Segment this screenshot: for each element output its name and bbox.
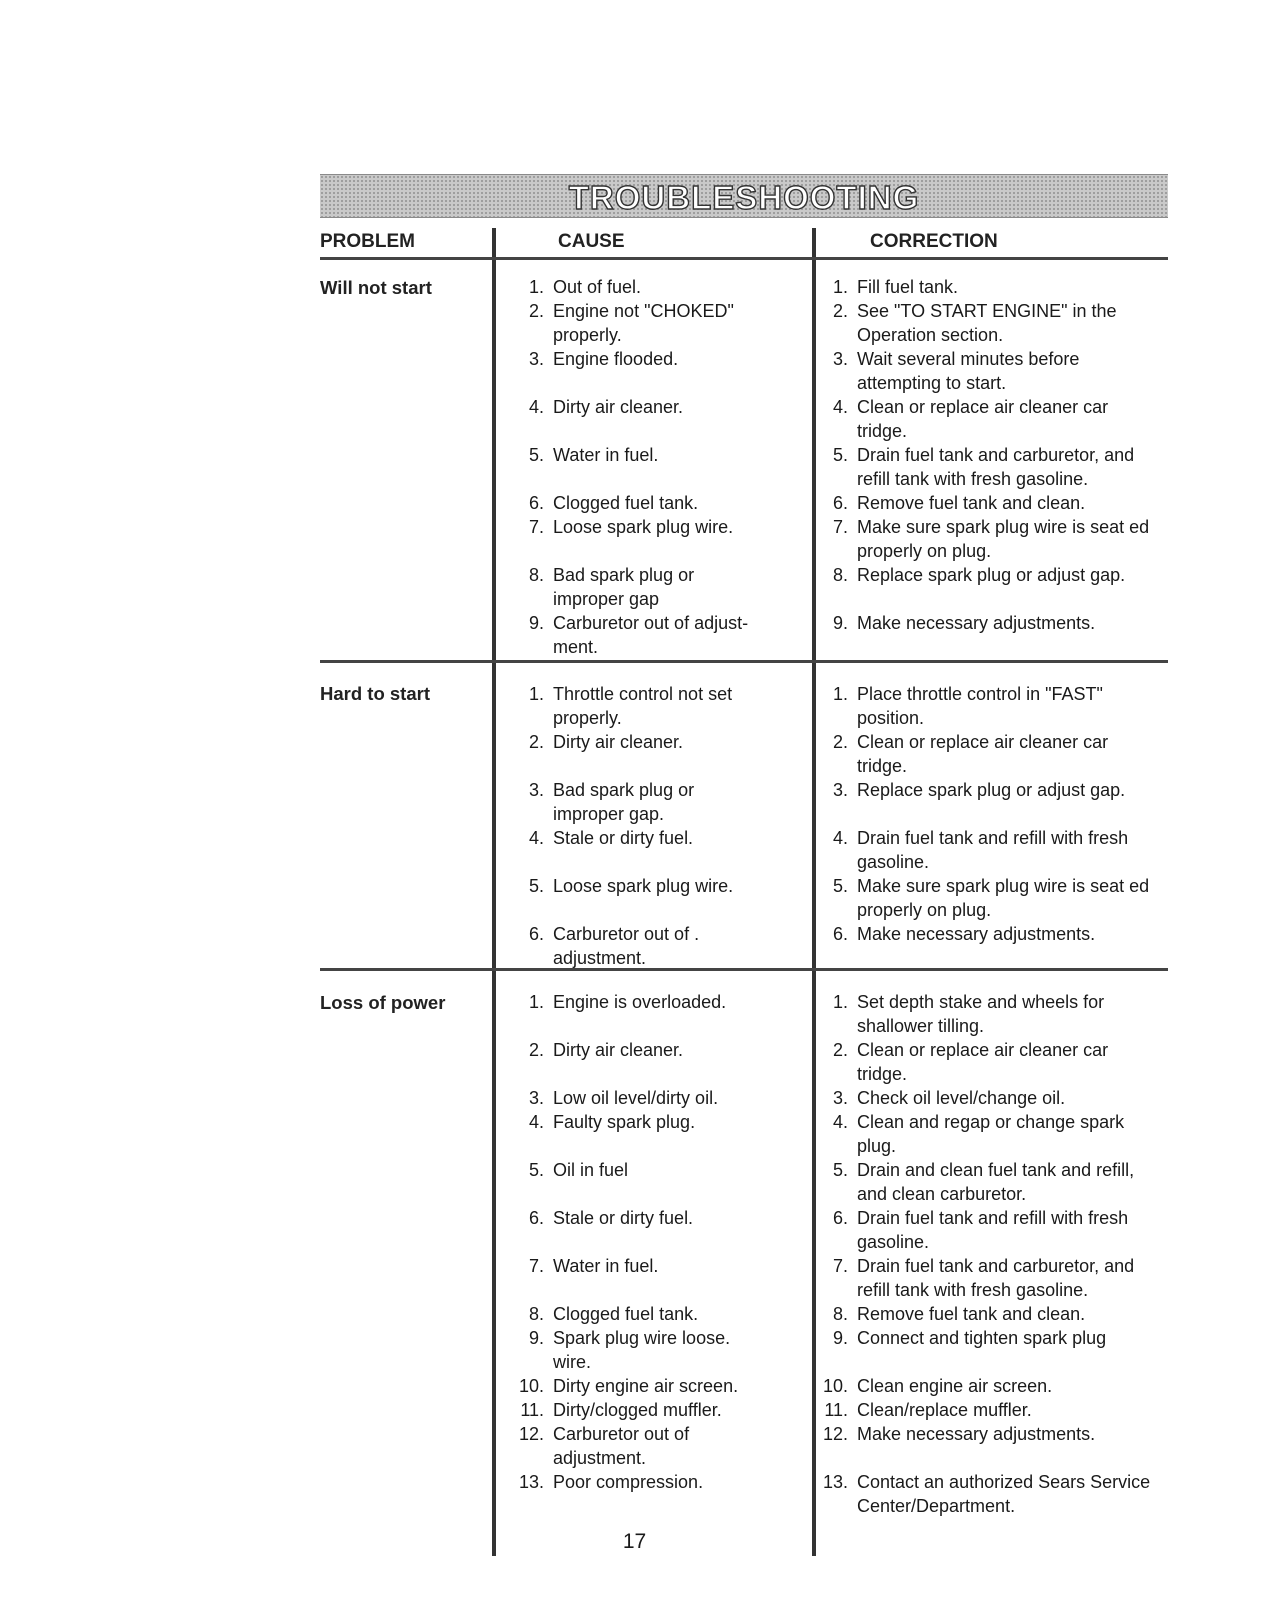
item-number: 9. xyxy=(528,613,544,633)
list-item xyxy=(518,730,768,754)
item-text: Clogged fuel tank. xyxy=(553,1304,699,1324)
item-text: Contact an authorized Sears Service Center/Department. xyxy=(857,1472,1151,1516)
item-number: 4. xyxy=(528,828,544,848)
list-item xyxy=(822,1422,1152,1446)
item-number: 2. xyxy=(528,301,544,321)
list-item xyxy=(518,299,768,347)
item-number: 2. xyxy=(528,1040,544,1060)
list-item xyxy=(822,395,1152,443)
item-text: Drain fuel tank and refill with fresh gasoline. xyxy=(857,828,1129,872)
item-text: Drain fuel tank and refill with fresh gasoline. xyxy=(857,1208,1129,1252)
list-item xyxy=(822,275,1152,299)
item-text: Clogged fuel tank. xyxy=(553,493,699,513)
item-text: Dirty/clogged muffler. xyxy=(553,1400,722,1420)
item-number: 8. xyxy=(832,565,848,585)
item-text: Dirty air cleaner. xyxy=(553,732,684,752)
item-number: 2. xyxy=(832,732,848,752)
list-item xyxy=(822,443,1152,491)
list-item xyxy=(822,515,1152,563)
list-item xyxy=(518,1038,768,1062)
item-text: Throttle control not set properly. xyxy=(553,684,733,728)
item-number: 8. xyxy=(832,1304,848,1324)
item-text: Clean engine air screen. xyxy=(857,1376,1053,1396)
list-item xyxy=(518,1110,768,1134)
item-number: 3. xyxy=(528,349,544,369)
item-number: 3. xyxy=(832,780,848,800)
list-item xyxy=(822,1470,1152,1518)
item-text: Dirty air cleaner. xyxy=(553,1040,684,1060)
item-number: 5. xyxy=(528,1160,544,1180)
list-item xyxy=(518,874,768,898)
list-item xyxy=(518,491,768,515)
item-number: 3. xyxy=(528,780,544,800)
item-number: 7. xyxy=(832,517,848,537)
item-number: 2. xyxy=(832,301,848,321)
item-number: 6. xyxy=(528,493,544,513)
list-item xyxy=(518,682,768,730)
item-number: 5. xyxy=(832,876,848,896)
header-rule xyxy=(320,257,1168,260)
page-number: 17 xyxy=(622,1530,647,1553)
list-item xyxy=(822,922,1152,946)
item-text: Set depth stake and wheels for shallower tilling. xyxy=(857,992,1105,1036)
list-item xyxy=(518,1374,768,1398)
list-item xyxy=(822,1038,1152,1086)
item-text: Carburetor out of adjustment. xyxy=(553,1424,690,1468)
item-text: Clean or replace air cleaner car tridge. xyxy=(857,732,1109,776)
item-number: 3. xyxy=(528,1088,544,1108)
list-item xyxy=(518,990,768,1014)
list-item xyxy=(822,1086,1152,1110)
list-item xyxy=(822,611,1152,635)
item-number: 10. xyxy=(822,1376,848,1396)
item-text: Drain fuel tank and carburetor, and refill tank with fresh gasoline. xyxy=(857,445,1135,489)
list-item xyxy=(518,347,768,371)
list-item xyxy=(822,778,1152,802)
item-number: 1. xyxy=(832,992,848,1012)
item-number: 3. xyxy=(832,1088,848,1108)
item-number: 1. xyxy=(528,277,544,297)
problem-label: Loss of power xyxy=(320,992,446,1013)
item-number: 4. xyxy=(528,397,544,417)
list-item xyxy=(518,515,768,539)
item-text: Make sure spark plug wire is seat ed properly on plug. xyxy=(857,517,1150,561)
page-title: TROUBLESHOOTING xyxy=(568,179,920,216)
problem-header: PROBLEM xyxy=(320,231,415,252)
item-text: Carburetor out of . adjustment. xyxy=(553,924,700,968)
item-text: Poor compression. xyxy=(553,1472,704,1492)
item-number: 1. xyxy=(528,992,544,1012)
item-text: Clean or replace air cleaner car tridge. xyxy=(857,1040,1109,1084)
list-item xyxy=(518,1086,768,1110)
item-text: Spark plug wire loose. wire. xyxy=(553,1328,731,1372)
item-text: Dirty engine air screen. xyxy=(553,1376,739,1396)
list-item xyxy=(518,563,768,611)
list-item xyxy=(822,1374,1152,1398)
list-item xyxy=(518,443,768,467)
item-number: 7. xyxy=(528,517,544,537)
item-number: 1. xyxy=(832,684,848,704)
item-text: Remove fuel tank and clean. xyxy=(857,1304,1086,1324)
item-number: 5. xyxy=(832,1160,848,1180)
list-item xyxy=(822,1326,1152,1350)
column-divider-cause xyxy=(492,228,496,1556)
list-item xyxy=(822,1398,1152,1422)
problem-label: Will not start xyxy=(320,277,432,298)
item-text: Connect and tighten spark plug xyxy=(857,1328,1107,1348)
item-number: 6. xyxy=(832,493,848,513)
item-text: Clean and regap or change spark plug. xyxy=(857,1112,1125,1156)
list-item xyxy=(518,1158,768,1182)
item-text: Stale or dirty fuel. xyxy=(553,828,694,848)
list-item xyxy=(822,1206,1152,1254)
item-number: 7. xyxy=(832,1256,848,1276)
item-text: Engine not "CHOKED" properly. xyxy=(553,301,734,345)
item-number: 1. xyxy=(832,277,848,297)
item-number: 11. xyxy=(520,1400,544,1420)
item-number: 5. xyxy=(528,876,544,896)
item-text: Make sure spark plug wire is seat ed properly on plug. xyxy=(857,876,1150,920)
item-number: 6. xyxy=(832,1208,848,1228)
item-number: 13. xyxy=(518,1472,544,1492)
problem-label: Hard to start xyxy=(320,683,430,704)
item-number: 4. xyxy=(528,1112,544,1132)
item-text: Engine is overloaded. xyxy=(553,992,727,1012)
item-text: Replace spark plug or adjust gap. xyxy=(857,565,1126,585)
item-text: Clean/replace muffler. xyxy=(857,1400,1032,1420)
list-item xyxy=(822,1254,1152,1302)
section-rule xyxy=(320,660,1168,663)
item-text: Wait several minutes before attempting to start. xyxy=(857,349,1080,393)
list-item xyxy=(822,299,1152,347)
item-text: Drain and clean fuel tank and refill, and clean carburetor. xyxy=(857,1160,1135,1204)
list-item xyxy=(518,1206,768,1230)
item-text: Check oil level/change oil. xyxy=(857,1088,1066,1108)
item-number: 4. xyxy=(832,828,848,848)
item-number: 9. xyxy=(528,1328,544,1348)
item-number: 7. xyxy=(528,1256,544,1276)
item-text: Stale or dirty fuel. xyxy=(553,1208,694,1228)
item-number: 12. xyxy=(822,1424,848,1444)
item-number: 13. xyxy=(822,1472,848,1492)
item-number: 9. xyxy=(832,1328,848,1348)
item-number: 6. xyxy=(528,924,544,944)
list-item xyxy=(822,682,1152,730)
item-text: Loose spark plug wire. xyxy=(553,517,734,537)
list-item xyxy=(822,1158,1152,1206)
list-item xyxy=(822,826,1152,874)
item-text: Clean or replace air cleaner car tridge. xyxy=(857,397,1109,441)
list-item xyxy=(822,874,1152,922)
item-text: Out of fuel. xyxy=(553,277,642,297)
item-text: Faulty spark plug. xyxy=(553,1112,696,1132)
list-item xyxy=(518,611,768,659)
list-item xyxy=(518,1326,768,1374)
list-item xyxy=(518,1470,768,1494)
item-text: Make necessary adjustments. xyxy=(857,1424,1096,1444)
item-text: Oil in fuel xyxy=(553,1160,629,1180)
item-number: 1. xyxy=(528,684,544,704)
item-text: Drain fuel tank and carburetor, and refill tank with fresh gasoline. xyxy=(857,1256,1135,1300)
list-item xyxy=(822,347,1152,395)
item-text: Water in fuel. xyxy=(553,445,659,465)
item-text: Bad spark plug or improper gap. xyxy=(553,780,695,824)
item-text: Remove fuel tank and clean. xyxy=(857,493,1086,513)
item-number: 10. xyxy=(518,1376,544,1396)
item-text: Make necessary adjustments. xyxy=(857,613,1096,633)
item-text: Fill fuel tank. xyxy=(857,277,959,297)
list-item xyxy=(518,922,768,970)
list-item xyxy=(518,826,768,850)
list-item xyxy=(822,730,1152,778)
item-number: 12. xyxy=(518,1424,544,1444)
list-item xyxy=(518,1302,768,1326)
cause-header: CAUSE xyxy=(558,231,625,252)
item-text: See "TO START ENGINE" in the Operation section. xyxy=(857,301,1117,345)
list-item xyxy=(518,1422,768,1470)
list-item xyxy=(518,1398,768,1422)
item-number: 5. xyxy=(832,445,848,465)
list-item xyxy=(822,563,1152,587)
item-number: 6. xyxy=(528,1208,544,1228)
item-number: 2. xyxy=(528,732,544,752)
list-item xyxy=(518,275,768,299)
item-number: 5. xyxy=(528,445,544,465)
item-text: Dirty air cleaner. xyxy=(553,397,684,417)
title-banner xyxy=(320,174,1168,218)
list-item xyxy=(822,491,1152,515)
item-text: Carburetor out of adjust-ment. xyxy=(553,613,749,657)
item-text: Replace spark plug or adjust gap. xyxy=(857,780,1126,800)
item-text: Bad spark plug or improper gap xyxy=(553,565,695,609)
item-number: 11. xyxy=(824,1400,848,1420)
item-number: 9. xyxy=(832,613,848,633)
list-item xyxy=(518,395,768,419)
item-text: Make necessary adjustments. xyxy=(857,924,1096,944)
item-number: 3. xyxy=(832,349,848,369)
item-number: 4. xyxy=(832,397,848,417)
item-text: Place throttle control in "FAST" position. xyxy=(857,684,1103,728)
item-number: 4. xyxy=(832,1112,848,1132)
item-number: 8. xyxy=(528,565,544,585)
item-text: Water in fuel. xyxy=(553,1256,659,1276)
column-divider-correction xyxy=(812,228,816,1556)
list-item xyxy=(822,1302,1152,1326)
item-text: Low oil level/dirty oil. xyxy=(553,1088,719,1108)
list-item xyxy=(518,1254,768,1278)
list-item xyxy=(822,990,1152,1038)
correction-header: CORRECTION xyxy=(870,231,998,252)
item-text: Loose spark plug wire. xyxy=(553,876,734,896)
list-item xyxy=(518,778,768,826)
item-number: 2. xyxy=(832,1040,848,1060)
item-text: Engine flooded. xyxy=(553,349,679,369)
list-item xyxy=(822,1110,1152,1158)
item-number: 6. xyxy=(832,924,848,944)
item-number: 8. xyxy=(528,1304,544,1324)
